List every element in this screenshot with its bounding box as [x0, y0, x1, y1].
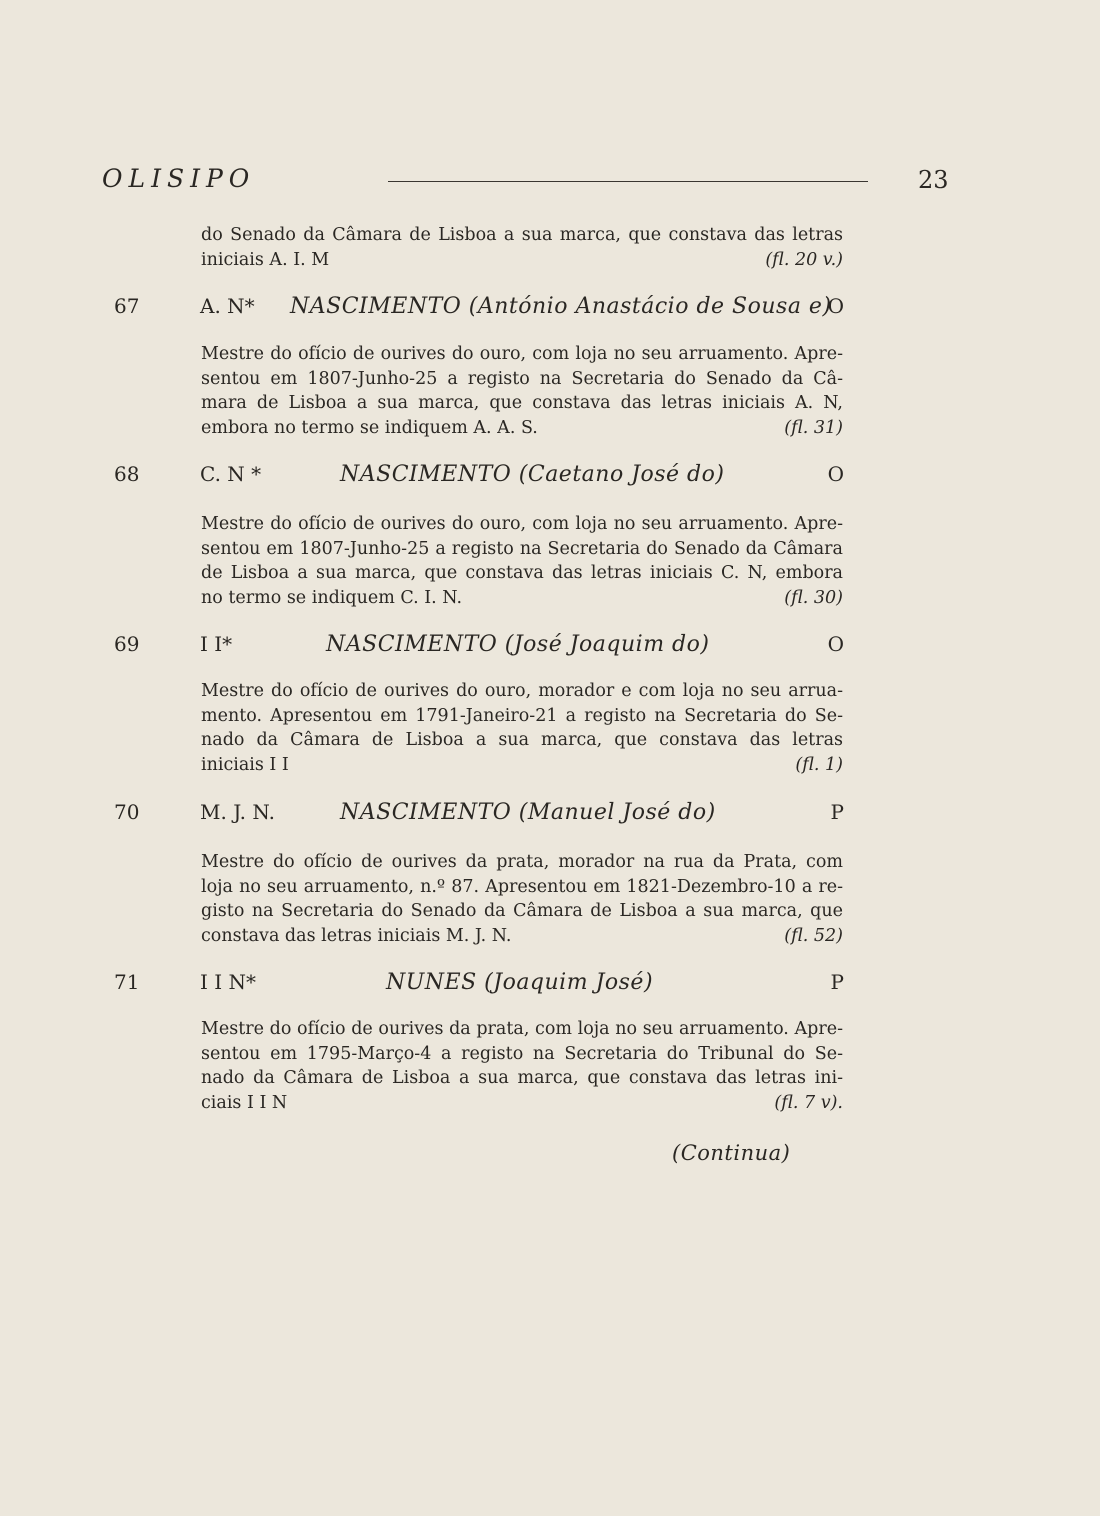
page-header	[102, 164, 949, 200]
paragraph-line	[201, 248, 843, 273]
paragraph-line: Mestre do ofício de ourives do ouro, com loja no seu arruamento. Apre-	[201, 344, 843, 364]
paragraph-line: nado da Câmara de Lisboa a sua marca, que constava das letras ini-	[201, 1068, 843, 1089]
entry-number: 70	[114, 800, 140, 824]
entry-mark: M. J. N.	[200, 800, 275, 824]
paragraph-line: sentou em 1807-Junho-25 a registo na Secretaria do Senado da Câmara	[201, 538, 843, 559]
paragraph-line: do Senado da Câmara de Lisboa a sua marca, que constava das letras	[201, 225, 843, 245]
folio-reference: (fl. 30)	[784, 587, 843, 608]
paragraph-line: Mestre do ofício de ourives da prata, com loja no seu arruamento. Apre-	[201, 1019, 843, 1039]
paragraph-line: nado da Câmara de Lisboa a sua marca, que constava das letras	[201, 730, 843, 751]
entry-heading	[114, 800, 844, 832]
entry-mark: I I*	[200, 632, 233, 656]
page-number: 23	[918, 166, 949, 194]
entry-type: O	[827, 632, 844, 656]
paragraph-line: de Lisboa a sua marca, que constava das letras iniciais C. N, embora	[201, 563, 843, 584]
entry-mark: A. N*	[200, 294, 255, 318]
folio-reference: (fl. 52)	[784, 925, 843, 946]
entry-type: P	[830, 970, 844, 994]
entry-name: NASCIMENTO (António Anastácio de Sousa e)	[290, 294, 832, 319]
entry-name: NASCIMENTO (José Joaquim do)	[326, 632, 710, 657]
entry-description	[201, 850, 843, 948]
paragraph-line-text: ciais I I N	[201, 1092, 288, 1113]
paragraph-line: mara de Lisboa a sua marca, que constava das letras iniciais A. N,	[201, 393, 843, 414]
paragraph-line-text: constava das letras iniciais M. J. N.	[201, 925, 512, 946]
intro-paragraph	[201, 223, 843, 272]
entry-type: P	[830, 800, 844, 824]
folio-reference: (fl. 20 v.)	[765, 249, 843, 270]
paragraph-line-text: iniciais A. I. M	[201, 249, 330, 270]
paragraph-line	[201, 586, 843, 611]
paragraph-line: Mestre do ofício de ourives do ouro, morador e com loja no seu arrua-	[201, 681, 843, 701]
entry-name: NASCIMENTO (Manuel José do)	[340, 800, 716, 825]
entry-number: 67	[114, 294, 140, 318]
entry-number: 71	[114, 970, 140, 994]
paragraph-line: gisto na Secretaria do Senado da Câmara de Lisboa a sua marca, que	[201, 901, 843, 922]
entry-type: O	[827, 462, 844, 486]
paragraph-line-text: iniciais I I	[201, 754, 289, 775]
paragraph-line: loja no seu arruamento, n.º 87. Apresentou em 1821-Dezembro-10 a re-	[201, 876, 843, 897]
entry-heading	[114, 632, 844, 664]
entry-description	[201, 1017, 843, 1115]
entry-name: NUNES (Joaquim José)	[386, 970, 654, 995]
paragraph-line-text: no termo se indiquem C. I. N.	[201, 587, 463, 608]
entry-heading	[114, 294, 844, 326]
paragraph-line: sentou em 1807-Junho-25 a registo na Secretaria do Senado da Câ-	[201, 368, 843, 389]
header-rule	[388, 181, 868, 182]
folio-reference: (fl. 7 v).	[774, 1092, 843, 1113]
entry-number: 68	[114, 462, 140, 486]
paragraph-line: Mestre do ofício de ourives da prata, morador na rua da Prata, com	[201, 852, 843, 872]
entry-heading	[114, 970, 844, 1002]
folio-reference: (fl. 1)	[795, 754, 843, 775]
entry-mark: I I N*	[200, 970, 257, 994]
entry-type: O	[827, 294, 844, 318]
folio-reference: (fl. 31)	[784, 417, 843, 438]
paragraph-line	[201, 416, 843, 441]
paragraph-line	[201, 1091, 843, 1116]
paragraph-line	[201, 753, 843, 778]
entry-mark: C. N *	[200, 462, 262, 486]
entry-heading	[114, 462, 844, 494]
entry-name: NASCIMENTO (Caetano José do)	[340, 462, 725, 487]
entry-description	[201, 679, 843, 777]
paragraph-line	[201, 924, 843, 949]
entry-number: 69	[114, 632, 140, 656]
continua-note: (Continua)	[672, 1141, 791, 1165]
entry-description	[201, 342, 843, 440]
paragraph-line-text: embora no termo se indiquem A. A. S.	[201, 417, 538, 438]
paragraph-line: mento. Apresentou em 1791-Janeiro-21 a registo na Secretaria do Se-	[201, 705, 843, 726]
entry-description	[201, 512, 843, 610]
running-title: OLISIPO	[102, 164, 256, 193]
paragraph-line: Mestre do ofício de ourives do ouro, com loja no seu arruamento. Apre-	[201, 514, 843, 534]
paragraph-line: sentou em 1795-Março-4 a registo na Secretaria do Tribunal do Se-	[201, 1043, 843, 1064]
